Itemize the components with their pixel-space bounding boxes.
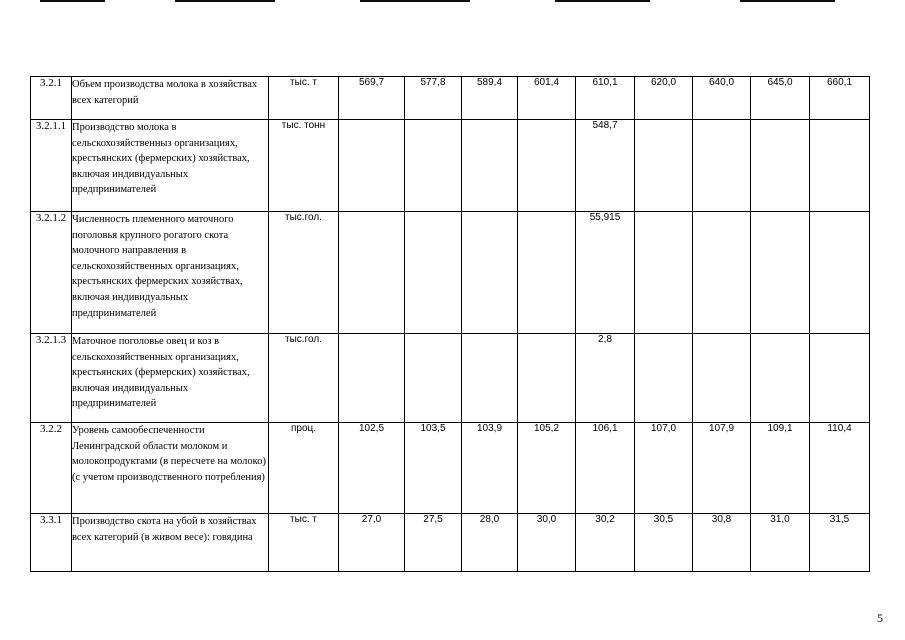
value-cell: 2,8 [576, 334, 635, 423]
value-cell [518, 120, 576, 212]
value-cell [751, 334, 810, 423]
value-cell: 27,5 [405, 514, 462, 572]
row-unit: тыс. т [269, 77, 339, 120]
value-cell: 645,0 [751, 77, 810, 120]
row-code: 3.2.1.3 [31, 334, 72, 423]
row-name: Объем производства молока в хозяйствах всех категорий [72, 77, 269, 120]
top-rule [40, 0, 105, 2]
value-cell [635, 334, 693, 423]
value-cell: 31,0 [751, 514, 810, 572]
value-cell [405, 120, 462, 212]
value-cell [405, 334, 462, 423]
value-cell [751, 212, 810, 334]
row-unit: проц. [269, 423, 339, 514]
row-name: Маточное поголовье овец и коз в сельскохозяйственных организациях, крестьянских (фермерских) хозяйствах, включая индивидуальных предпринимателей [72, 334, 269, 423]
row-code: 3.3.1 [31, 514, 72, 572]
row-code: 3.2.1 [31, 77, 72, 120]
value-cell: 107,9 [693, 423, 751, 514]
value-cell [518, 212, 576, 334]
row-unit: тыс.гол. [269, 334, 339, 423]
value-cell: 30,5 [635, 514, 693, 572]
value-cell: 660,1 [810, 77, 870, 120]
table-row [31, 77, 870, 120]
value-cell [462, 120, 518, 212]
top-rule [175, 0, 275, 2]
value-cell [339, 334, 405, 423]
value-cell: 102,5 [339, 423, 405, 514]
value-cell [462, 212, 518, 334]
value-cell: 577,8 [405, 77, 462, 120]
value-cell: 30,8 [693, 514, 751, 572]
row-code: 3.2.2 [31, 423, 72, 514]
value-cell: 105,2 [518, 423, 576, 514]
value-cell: 27,0 [339, 514, 405, 572]
value-cell: 31,5 [810, 514, 870, 572]
row-name: Производство скота на убой в хозяйствах всех категорий (в живом весе): говядина [72, 514, 269, 572]
value-cell: 30,0 [518, 514, 576, 572]
indicators-table [30, 76, 870, 572]
value-cell: 28,0 [462, 514, 518, 572]
top-rule [360, 0, 470, 2]
row-name: Уровень самообеспеченности Ленинградской области молоком и молокопродуктами (в пересчете на молоко) (с учетом производственного потребления) [72, 423, 269, 514]
table-row [31, 514, 870, 572]
value-cell: 640,0 [693, 77, 751, 120]
value-cell [339, 120, 405, 212]
value-cell: 589,4 [462, 77, 518, 120]
row-name: Численность племенного маточного поголовья крупного рогатого скота молочного направления в сельскохозяйственных организациях, крестьянских фермерских хозяйствах, включая индивидуальных предпринимателей [72, 212, 269, 334]
value-cell [462, 334, 518, 423]
value-cell: 610,1 [576, 77, 635, 120]
value-cell: 103,5 [405, 423, 462, 514]
value-cell: 620,0 [635, 77, 693, 120]
top-rule [555, 0, 650, 2]
row-name: Производство молока в сельскохозяйственныз организациях, крестьянских (фермерских) хозяйствах, включая индивидуальных предпринимателей [72, 120, 269, 212]
value-cell [810, 120, 870, 212]
top-rule [740, 0, 835, 2]
value-cell: 30,2 [576, 514, 635, 572]
value-cell: 569,7 [339, 77, 405, 120]
row-unit: тыс.гол. [269, 212, 339, 334]
value-cell [693, 120, 751, 212]
row-code: 3.2.1.1 [31, 120, 72, 212]
value-cell [339, 212, 405, 334]
value-cell: 106,1 [576, 423, 635, 514]
value-cell: 601,4 [518, 77, 576, 120]
table-row [31, 423, 870, 514]
value-cell [751, 120, 810, 212]
value-cell: 548,7 [576, 120, 635, 212]
value-cell [635, 212, 693, 334]
value-cell [810, 334, 870, 423]
table-row [31, 334, 870, 423]
page-number: 5 [877, 611, 883, 625]
row-code: 3.2.1.2 [31, 212, 72, 334]
row-unit: тыс. т [269, 514, 339, 572]
value-cell [810, 212, 870, 334]
value-cell: 103,9 [462, 423, 518, 514]
value-cell [518, 334, 576, 423]
value-cell [693, 212, 751, 334]
table-row [31, 120, 870, 212]
value-cell: 55,915 [576, 212, 635, 334]
value-cell [405, 212, 462, 334]
value-cell: 110,4 [810, 423, 870, 514]
row-unit: тыс. тонн [269, 120, 339, 212]
value-cell [693, 334, 751, 423]
value-cell: 109,1 [751, 423, 810, 514]
table-row [31, 212, 870, 334]
value-cell [635, 120, 693, 212]
value-cell: 107,0 [635, 423, 693, 514]
